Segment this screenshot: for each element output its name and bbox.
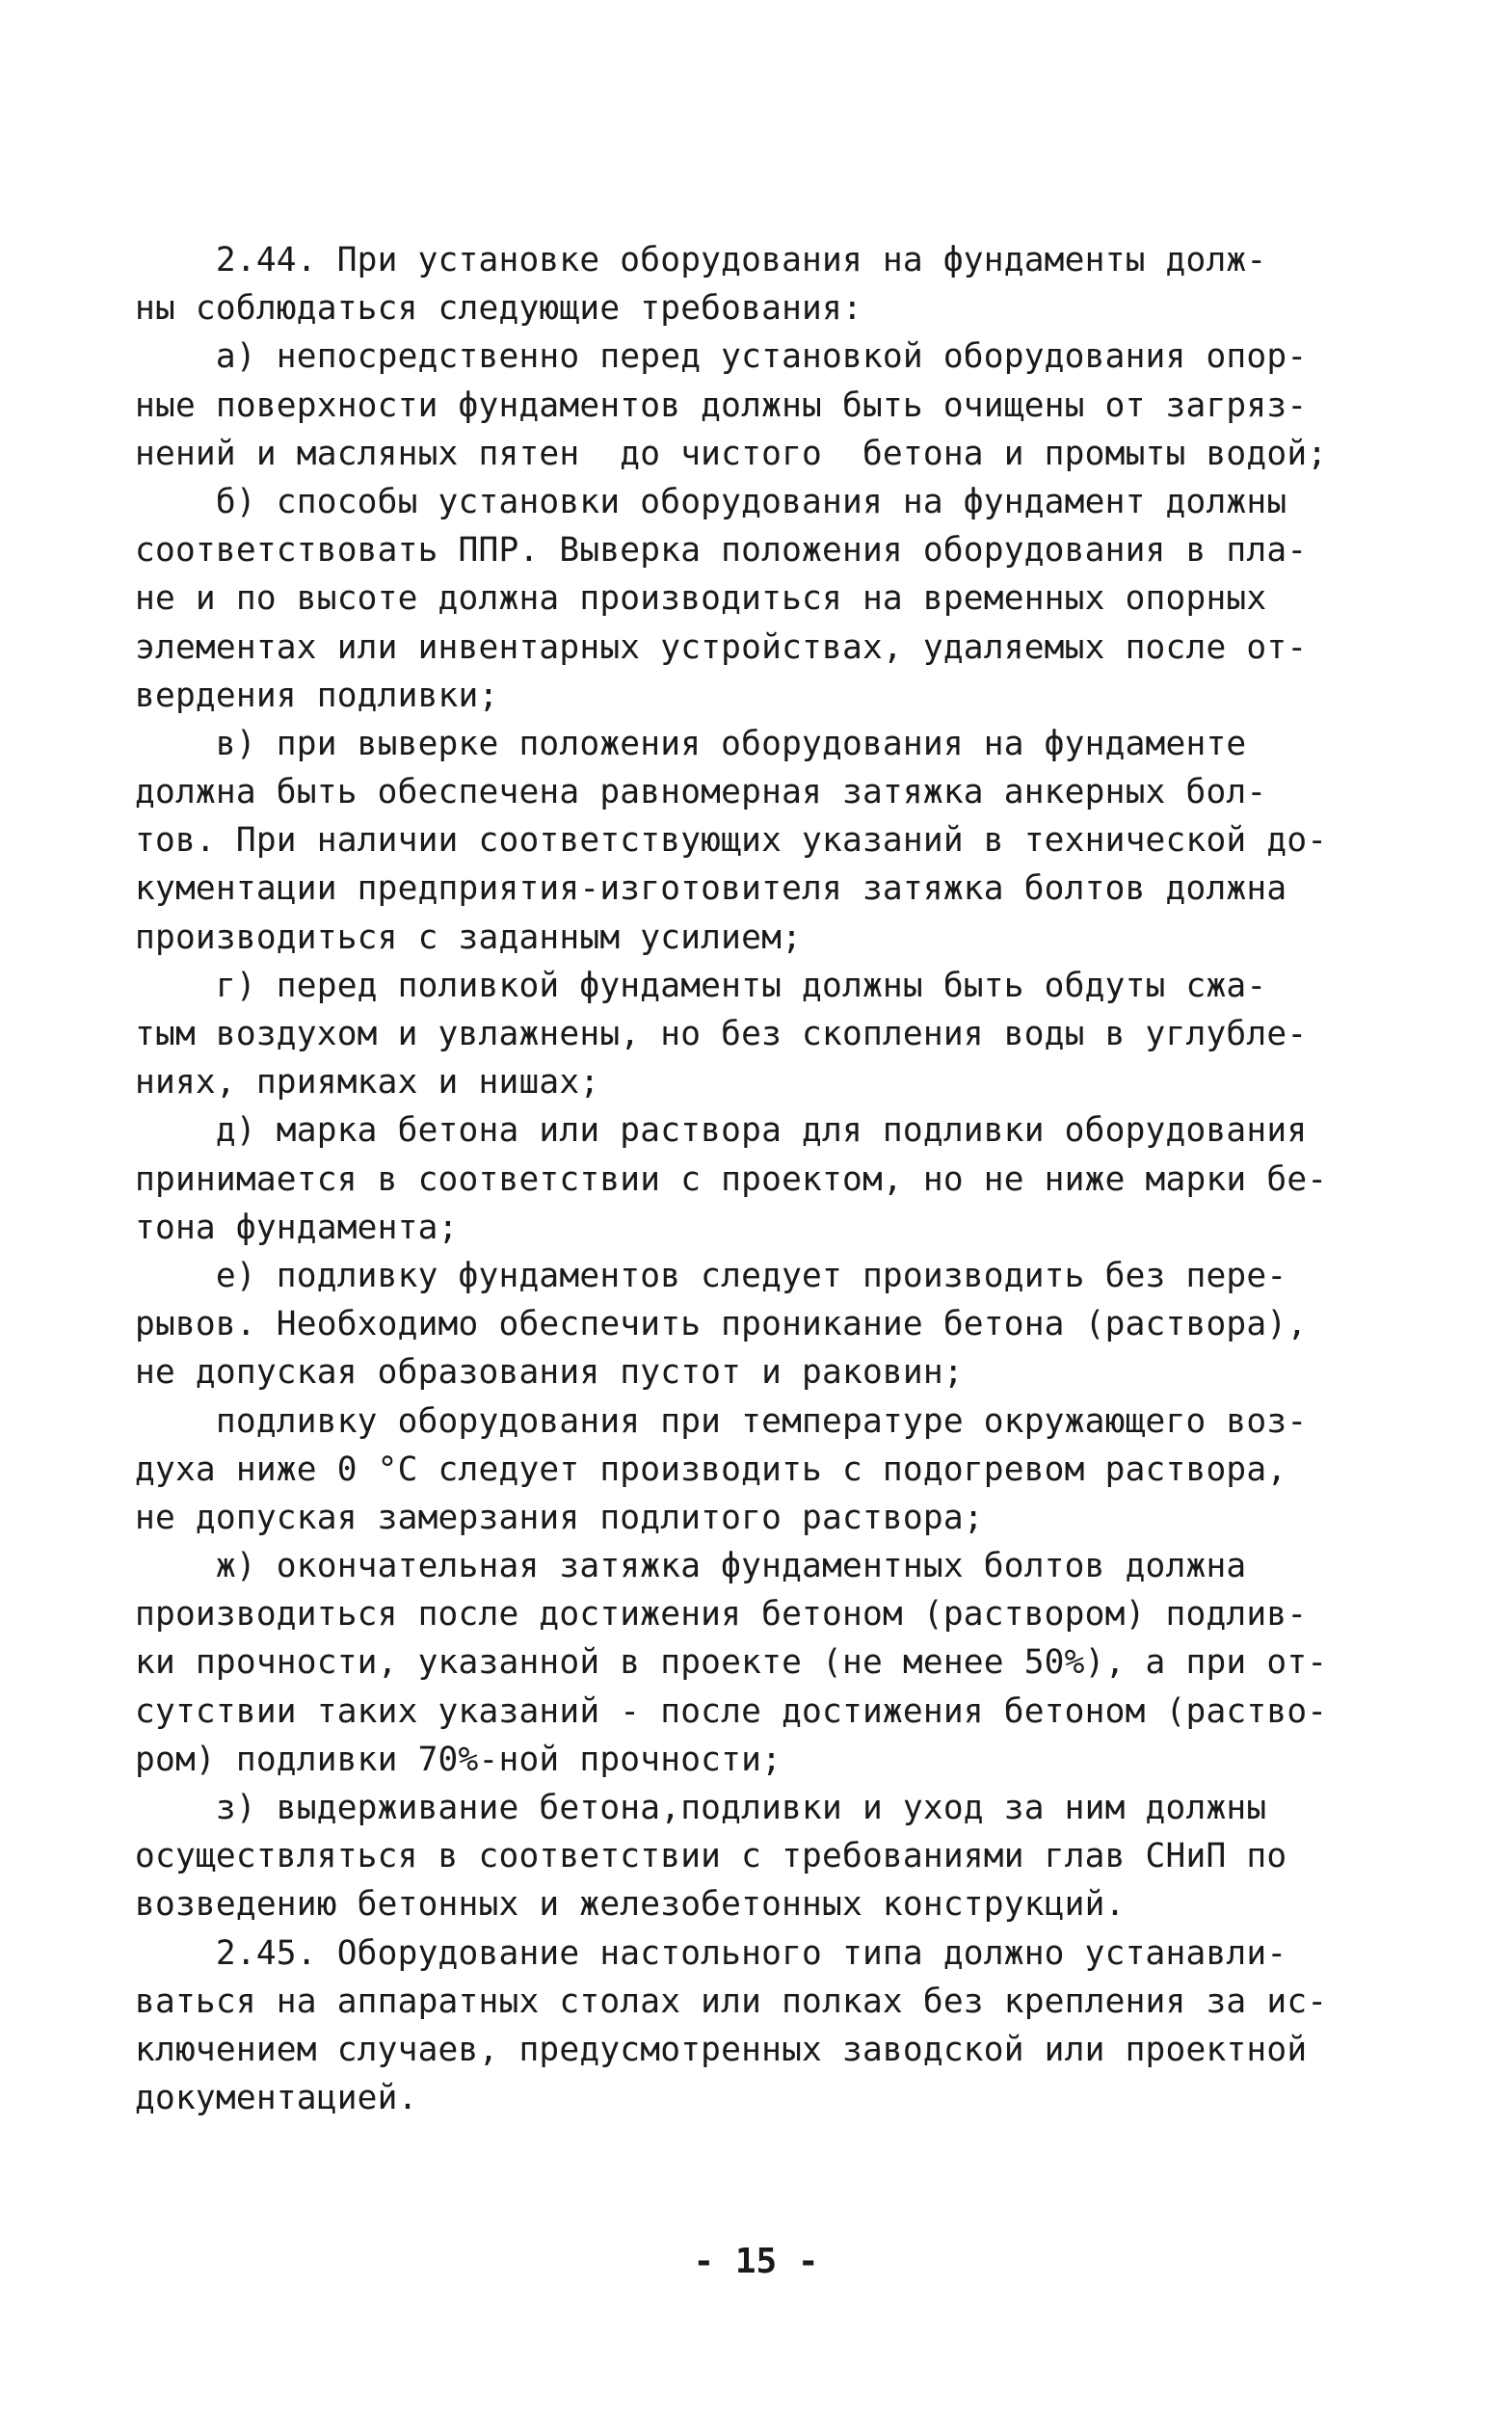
text-line: ны соблюдаться следующие требования: bbox=[135, 289, 862, 329]
text-line: элементах или инвентарных устройствах, удаляемых после от- bbox=[135, 627, 1308, 667]
text-line: соответствовать ППР. Выверка положения оборудования в пла- bbox=[135, 531, 1308, 571]
text-line: ключением случаев, предусмотренных заводской или проектной bbox=[135, 2030, 1308, 2069]
text-line: производиться с заданным усилием; bbox=[135, 917, 803, 957]
text-line: в) при выверке положения оборудования на фундаменте bbox=[135, 724, 1247, 763]
text-line: духа ниже 0 °С следует производить с подогревом раствора, bbox=[135, 1449, 1287, 1489]
text-line: 2.45. Оборудование настольного типа должно устанавли- bbox=[135, 1933, 1287, 1973]
text-line: ром) подливки 70%-ной прочности; bbox=[135, 1740, 783, 1779]
text-line: не допуская образования пустот и раковин; bbox=[135, 1353, 964, 1393]
text-line: нений и масляных пятен до чистого бетона и промыты водой; bbox=[135, 434, 1328, 473]
text-line: не допуская замерзания подлитого раствора; bbox=[135, 1498, 984, 1537]
text-line: должна быть обеспечена равномерная затяжка анкерных бол- bbox=[135, 773, 1267, 812]
document-body bbox=[135, 236, 1455, 2122]
text-line: ки прочности, указанной в проекте (не менее 50%), а при от- bbox=[135, 1643, 1328, 1683]
text-line: ваться на аппаратных столах или полках без крепления за ис- bbox=[135, 1981, 1328, 2021]
text-line: кументации предприятия-изготовителя затяжка болтов должна bbox=[135, 869, 1287, 909]
text-line: принимается в соответствии с проектом, но не ниже марки бе- bbox=[135, 1159, 1328, 1199]
text-line: а) непосредственно перед установкой оборудования опор- bbox=[135, 337, 1308, 377]
text-line: документацией. bbox=[135, 2079, 418, 2118]
text-line: тым воздухом и увлажнены, но без скопления воды в углубле- bbox=[135, 1015, 1308, 1053]
text-line: ж) окончательная затяжка фундаментных болтов должна bbox=[135, 1547, 1247, 1586]
text-line: тов. При наличии соответствующих указаний в технической до- bbox=[135, 821, 1328, 861]
text-line: ные поверхности фундаментов должны быть очищены от загряз- bbox=[135, 386, 1308, 425]
text-line: осуществляться в соответствии с требованиями глав СНиП по bbox=[135, 1837, 1287, 1876]
text-line: ниях, приямках и нишах; bbox=[135, 1063, 600, 1103]
text-line: е) подливку фундаментов следует производить без пере- bbox=[135, 1256, 1287, 1295]
text-line: сутствии таких указаний - после достижения бетоном (раство- bbox=[135, 1691, 1328, 1731]
text-line: д) марка бетона или раствора для подливки оборудования bbox=[135, 1111, 1308, 1151]
text-line: тона фундамента; bbox=[135, 1208, 459, 1247]
text-line: рывов. Необходимо обеспечить проникание бетона (раствора), bbox=[135, 1305, 1308, 1344]
text-line: 2.44. При установке оборудования на фундаменты долж- bbox=[135, 241, 1267, 279]
text-line: г) перед поливкой фундаменты должны быть обдуты сжа- bbox=[135, 966, 1267, 1005]
text-line: вердения подливки; bbox=[135, 676, 499, 715]
text-line: не и по высоте должна производиться на временных опорных bbox=[135, 579, 1267, 619]
text-line: производиться после достижения бетоном (раствором) подлив- bbox=[135, 1595, 1308, 1635]
text-line: б) способы установки оборудования на фундамент должны bbox=[135, 482, 1287, 521]
text-line: подливку оборудования при температуре окружающего воз- bbox=[135, 1401, 1308, 1441]
text-line: з) выдерживание бетона,подливки и уход за ним должны bbox=[135, 1789, 1267, 1827]
page-number: - 15 - bbox=[693, 2242, 819, 2281]
text-line: возведению бетонных и железобетонных конструкций. bbox=[135, 1885, 1126, 1925]
